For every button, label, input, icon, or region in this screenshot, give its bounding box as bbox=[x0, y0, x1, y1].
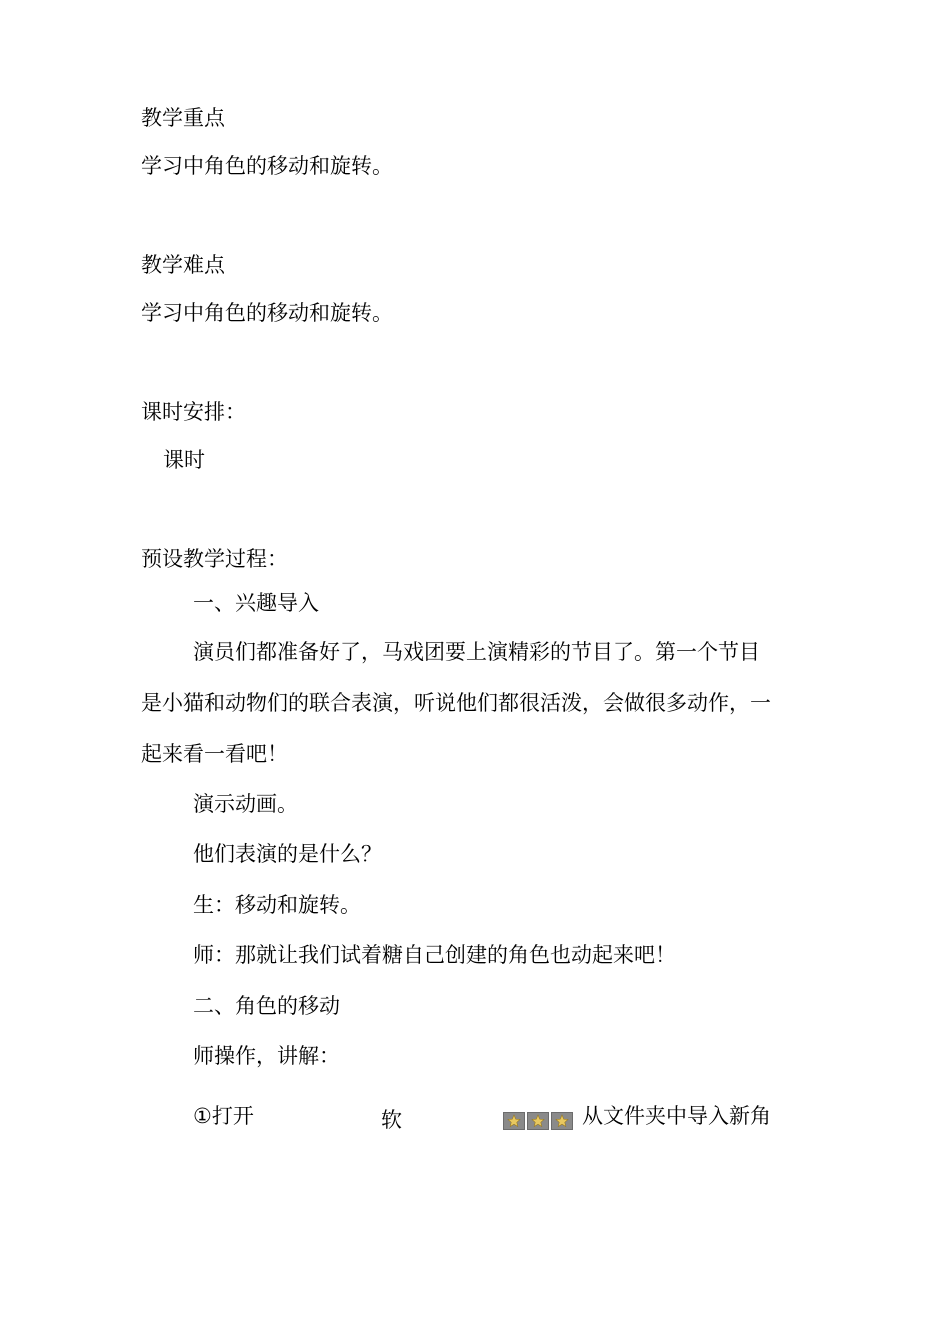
heading-teaching-process: 预设教学过程： bbox=[141, 547, 288, 571]
paragraph-line: 师：那就让我们试着糖自己创建的角色也动起来吧！ bbox=[193, 943, 676, 967]
heading-teaching-difficulty: 教学难点 bbox=[141, 253, 225, 277]
heading-teaching-focus: 教学重点 bbox=[141, 106, 225, 130]
star-folder-icon[interactable] bbox=[551, 1112, 573, 1130]
cut-off-step-line bbox=[0, 1100, 950, 1130]
paragraph-line: 演员们都准备好了，马戏团要上演精彩的节目了。第一个节目 bbox=[193, 640, 760, 664]
star-paint-icon[interactable] bbox=[527, 1112, 549, 1130]
paragraph-line: 他们表演的是什么？ bbox=[193, 842, 382, 866]
teaching-difficulty-text: 学习中角色的移动和旋转。 bbox=[141, 301, 393, 325]
paragraph-line: 演示动画。 bbox=[193, 792, 298, 816]
paragraph-line: 师操作，讲解： bbox=[193, 1044, 340, 1068]
step-text-software: 软 bbox=[381, 1108, 402, 1130]
star-add-icon[interactable] bbox=[503, 1112, 525, 1130]
section-heading-movement: 二、角色的移动 bbox=[193, 994, 340, 1018]
teaching-focus-text: 学习中角色的移动和旋转。 bbox=[141, 154, 393, 178]
paragraph-line: 起来看一看吧！ bbox=[141, 742, 288, 766]
sprite-toolbar bbox=[503, 1112, 577, 1130]
schedule-text: 课时 bbox=[163, 448, 205, 472]
heading-schedule: 课时安排： bbox=[141, 400, 246, 424]
step-text-import: 从文件夹中导入新角 bbox=[582, 1104, 771, 1128]
section-heading-intro: 一、兴趣导入 bbox=[193, 591, 319, 615]
paragraph-line: 生：移动和旋转。 bbox=[193, 893, 361, 917]
paragraph-line: 是小猫和动物们的联合表演，听说他们都很活泼，会做很多动作，一 bbox=[141, 691, 771, 715]
step-text-open: ①打开 bbox=[193, 1104, 254, 1128]
